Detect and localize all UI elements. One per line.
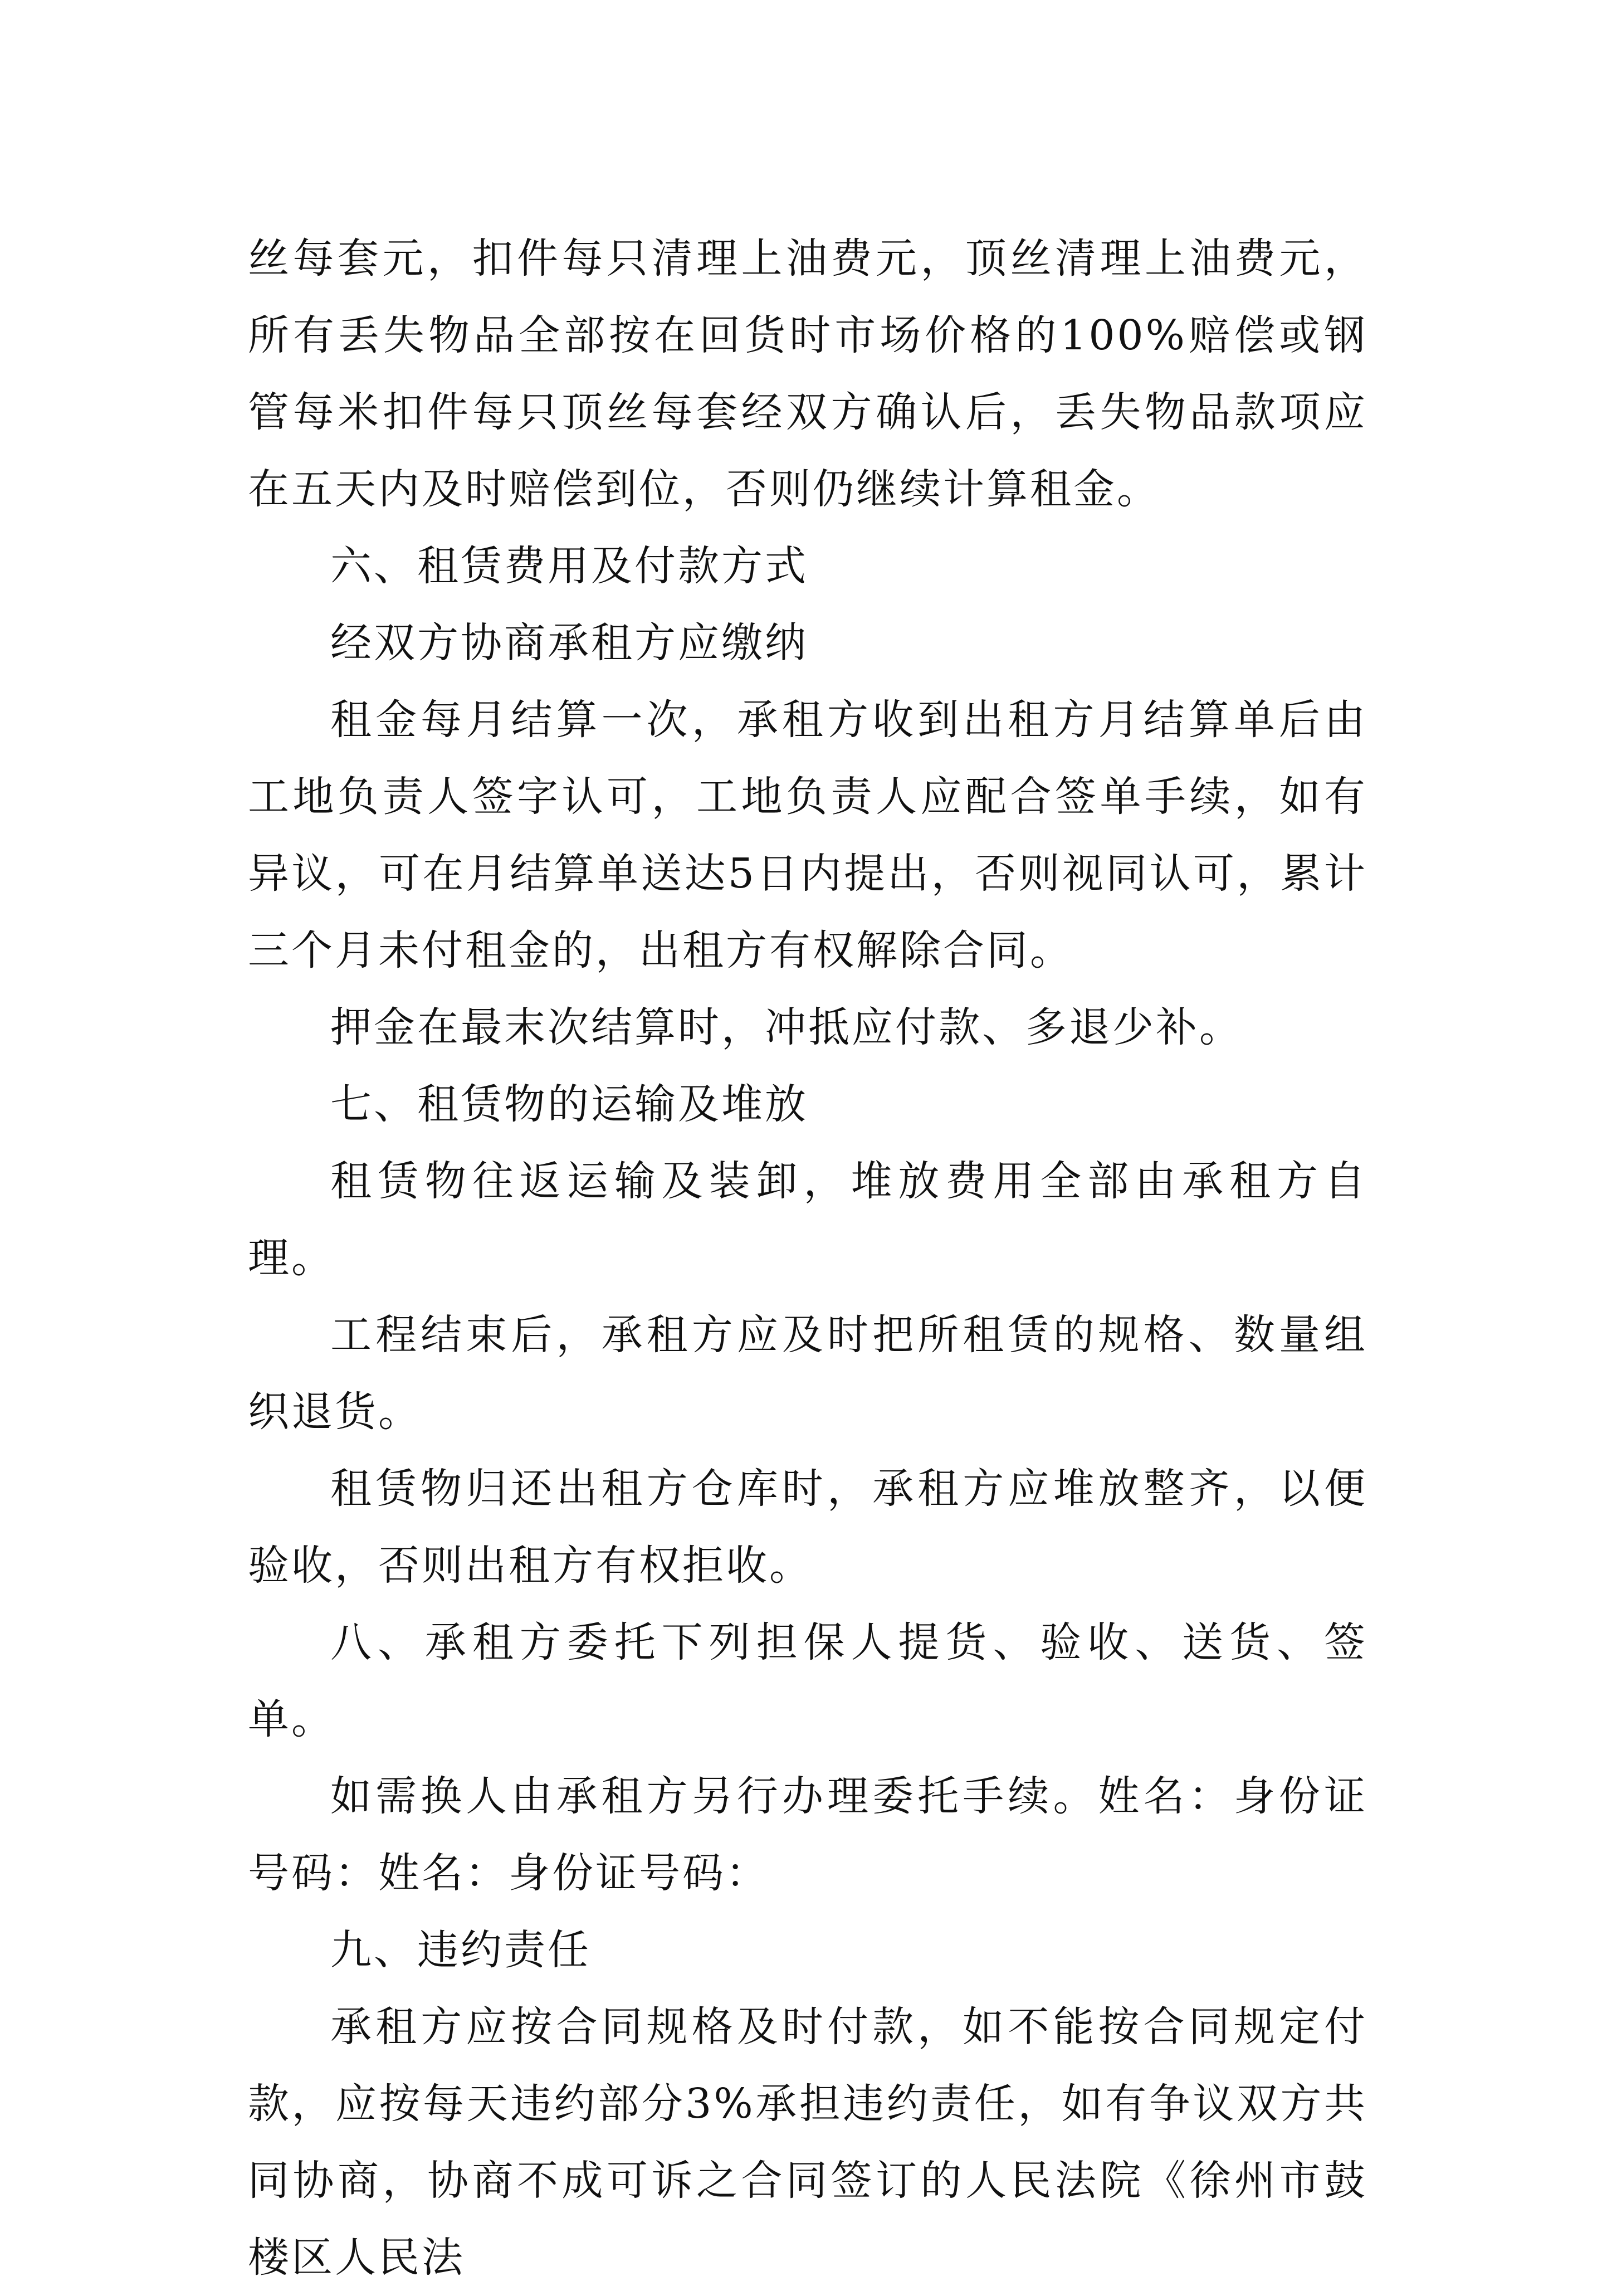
paragraph-fee-agreement: 经双方协商承租方应缴纳 [330,619,808,667]
paragraph-monthly-settlement: 租金每月结算一次，承租方收到出租方月结算单后由工地负责人签字认可，工地负责人应配合签单手续，如有异议，可在月结算单送达5日内提出，否则视同认可，累计三个月未付租金的，出租方有权解除合同。 [248,696,1367,974]
paragraph-delegate-info: 如需换人由承租方另行办理委托手续。姓名：身份证号码：姓名：身份证号码： [248,1772,1367,1897]
heading-section-7: 七、租赁物的运输及堆放 [330,1080,808,1128]
heading-section-8: 八、承租方委托下列担保人提货、验收、送货、签单。 [248,1619,1367,1743]
paragraph-breach-liability: 承租方应按合同规格及时付款，如不能按合同规定付款，应按每天违约部分3%承担违约责任，如有争议双方共同协商，协商不成可诉之合同签订的人民法院《徐州市鼓楼区人民法 [248,2003,1367,2282]
paragraph-warehouse-return: 租赁物归还出租方仓库时，承租方应堆放整齐，以便验收，否则出租方有权拒收。 [248,1465,1367,1590]
paragraph-transport-cost: 租赁物往返运输及装卸，堆放费用全部由承租方自理。 [248,1157,1367,1282]
heading-section-9: 九、违约责任 [330,1926,591,1974]
paragraph-return-goods: 工程结束后，承租方应及时把所租赁的规格、数量组织退货。 [248,1311,1367,1436]
paragraph-loss-compensation: 丝每套元，扣件每只清理上油费元，顶丝清理上油费元，所有丢失物品全部按在回货时市场价格的100%赔偿或钢管每米扣件每只顶丝每套经双方确认后，丢失物品款项应在五天内及时赔偿到位，否则仍继续计算租金。 [248,235,1367,513]
heading-section-6: 六、租赁费用及付款方式 [330,542,808,590]
paragraph-deposit: 押金在最末次结算时，冲抵应付款、多退少补。 [330,1003,1243,1051]
document-body [248,220,1367,2296]
